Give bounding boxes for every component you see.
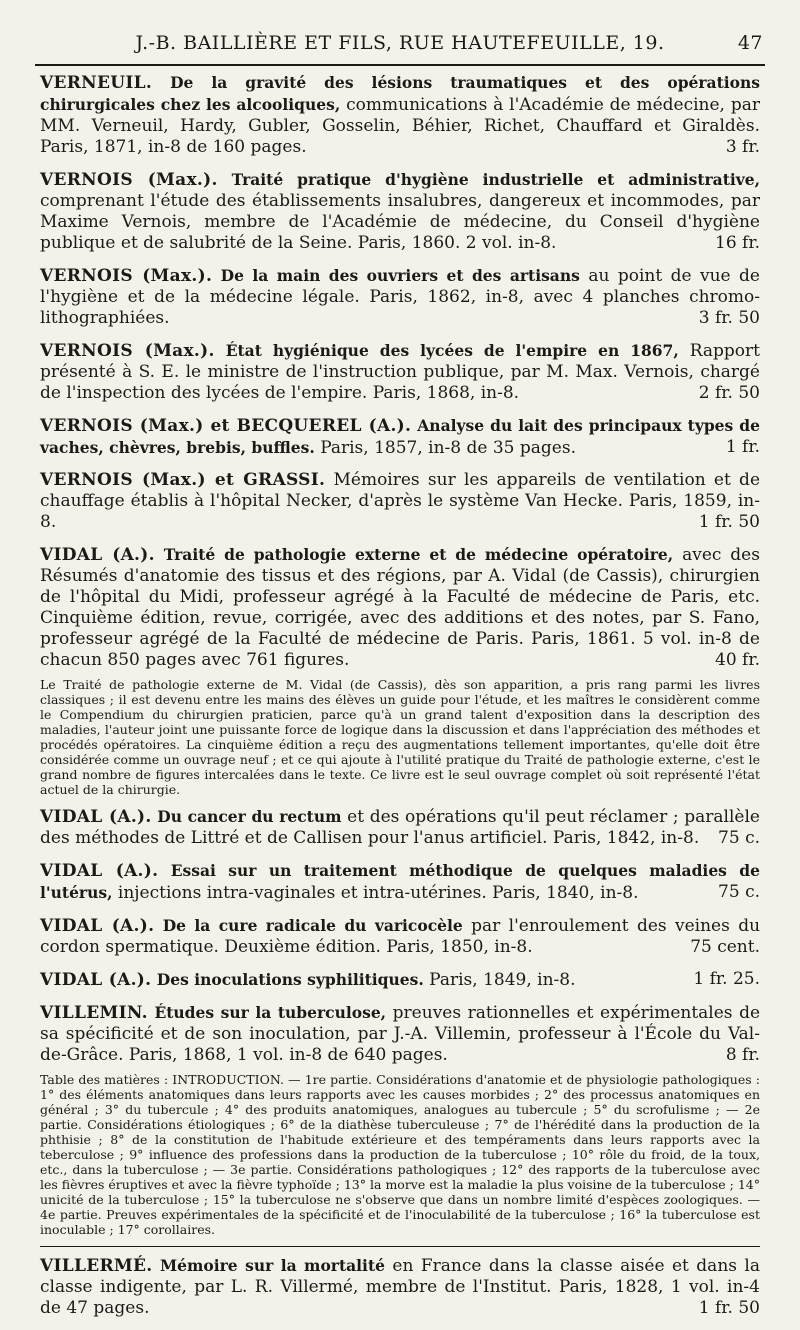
entry-text: Paris, 1849, in-8. [429, 970, 576, 990]
entry-title: Mémoire sur la mortalité [159, 1256, 385, 1275]
entry-text: Mémoires sur les appareils de ventilation et de chauffage établis à l'hôpital Necker, d'après le système Van Hecke. Paris, 1859, in-8. [40, 470, 761, 532]
catalog-entry [40, 340, 760, 404]
entry-author: VIDAL (A.). [40, 807, 152, 827]
entry-author: VERNOIS (Max.) et GRASSI. [40, 470, 326, 490]
entry-price: 40 fr. [715, 650, 760, 670]
page-number: 47 [737, 32, 763, 54]
entry-price: 2 fr. 50 [698, 383, 760, 403]
catalog-entry [40, 806, 760, 849]
entry-author: VERNOIS (Max.). [40, 170, 218, 190]
entry-author: VIDAL (A.). [40, 970, 152, 990]
catalog-entry [40, 169, 760, 254]
entry-price: 75 c. [718, 882, 760, 902]
entry-title: Traité pratique d'hygiène industrielle et administrative, [231, 170, 761, 189]
header-rule [35, 64, 765, 66]
entry-title: De la cure radicale du varicocèle [162, 916, 463, 935]
entry-price: 1 fr. [725, 437, 760, 457]
entry-author: VIDAL (A.). [40, 861, 159, 881]
catalog-entry [40, 1255, 760, 1319]
entry-price: 75 cent. [690, 937, 760, 957]
entry-author: VERNOIS (Max.) et BECQUEREL (A.). [40, 416, 412, 436]
vidal-review-note: Le Traité de pathologie externe de M. Vidal (de Cassis), dès son apparition, a pris rang parmi les livres classiques ; il est devenu entre les mains des élèves un guide pour l'étude, et les maîtres le considèrent comme le Compendium du chirurgien praticien, parce qu'à un grand talent d'exposition dans la description des maladies, l'auteur joint une puissante force de logique dans la discussion et dans l'appréciation des méthodes et procédés opératoires. La cinquième édition a reçu des augmentations tellement importantes, qu'elle doit être considérée comme un ouvrage neuf ; et ce qui ajoute à l'utilité pratique du Traité de pathologie externe, c'est le grand nombre de figures intercalées dans le texte. Ce livre est le seul ouvrage complet où soit représenté l'état actuel de la chirurgie. [40, 677, 760, 797]
entry-text: comprenant l'étude des établissements insalubres, dangereux et incommodes, par Maxime Vernois, membre de l'Académie de médecine, du Conseil d'hygiène publique et de salubrité de la Seine. Paris, 1860. 2 vol. in-8. [40, 191, 760, 253]
entry-title: De la gravité des lésions traumatiques et des opérations chirurgicales chez les alcooliques, [40, 73, 760, 114]
entry-text: Rapport présenté à S. E. le ministre de l'instruction publique, par M. Max. Vernois, chargé de l'inspection des lycées de l'empire. Paris, 1868, in-8. [40, 341, 760, 403]
entry-text: Paris, 1857, in-8 de 35 pages. [320, 438, 576, 458]
entry-price: 16 fr. [715, 233, 760, 253]
entry-title: Du cancer du rectum [157, 807, 342, 826]
entry-title: Essai sur un traitement méthodique de quelques maladies de l'utérus, [40, 861, 760, 902]
catalog-body [40, 72, 760, 1330]
entry-title: De la main des ouvriers et des artisans [220, 266, 580, 285]
catalog-entry [40, 860, 760, 904]
entry-text: au point de vue de l'hygiène et de la médecine légale. Paris, 1862, in-8, avec 4 planches chromo-lithographiées. [40, 266, 760, 328]
entry-author: VERNEUIL. [40, 73, 153, 93]
entry-title: Traité de pathologie externe et de médecine opératoire, [163, 545, 674, 564]
entry-price: 1 fr. 50 [698, 1298, 760, 1318]
entry-text: et des opérations qu'il peut réclamer ; parallèle des méthodes de Littré et de Callisen pour l'anus artificiel. Paris, 1842, in-8. [40, 807, 760, 848]
entry-text: avec des Résumés d'anatomie des tissus et des régions, par A. Vidal (de Cassis), chirurgien de l'hôpital du Midi, professeur agrégé à la Faculté de médecine de Paris, etc. Cinquième édition, revue, corrigée, avec des additions et des notes, par S. Fano, professeur agrégé de la Faculté de médecine de Paris. Paris, 1861. 5 vol. in-8 de chacun 850 pages avec 761 figures. [40, 545, 760, 670]
catalog-entry [40, 969, 760, 991]
entry-title: État hygiénique des lycées de l'empire en 1867, [225, 341, 679, 360]
entry-price: 8 fr. [725, 1045, 760, 1065]
entry-author: VILLERMÉ. [40, 1256, 153, 1276]
catalog-entry [40, 72, 760, 158]
entry-author: VERNOIS (Max.). [40, 266, 213, 286]
entry-author: VERNOIS (Max.). [40, 341, 215, 361]
entry-author: VIDAL (A.). [40, 916, 155, 936]
entry-price: 3 fr. 50 [698, 308, 760, 328]
catalog-entry [40, 470, 760, 533]
entry-author: VILLEMIN. [40, 1003, 148, 1023]
entry-price: 75 c. [718, 828, 760, 848]
catalog-entry [40, 415, 760, 459]
entry-price: 1 fr. 50 [698, 512, 760, 532]
catalog-entry [40, 1002, 760, 1066]
entry-price: 3 fr. [725, 137, 760, 157]
entry-text: par l'enroulement des veines du cordon spermatique. Deuxième édition. Paris, 1850, in-8. [40, 916, 761, 957]
catalog-entry [40, 544, 760, 671]
entry-price: 1 fr. 25. [693, 969, 760, 989]
entry-text: en France dans la classe aisée et dans la classe indigente, par L. R. Villermé, membre de l'Institut. Paris, 1828, 1 vol. in-4 de 47 pages. [40, 1256, 761, 1318]
section-rule [40, 1246, 760, 1247]
catalog-entry [40, 915, 760, 958]
running-head: J.-B. BAILLIÈRE ET FILS, RUE HAUTEFEUILLE, 19. [135, 32, 665, 54]
entry-text: communications à l'Académie de médecine, par MM. Verneuil, Hardy, Gubler, Gosselin, Béhier, Richet, Chauffard et Giraldès. Paris, 1871, in-8 de 160 pages. [40, 95, 760, 157]
page-header [35, 30, 765, 64]
villemin-contents-note: Table des matières : INTRODUCTION. — 1re partie. Considérations d'anatomie et de physiologie pathologiques : 1° des éléments anatomiques dans leurs rapports avec les causes morbides ; 2° des processus anatomiques en général ; 3° du tubercule ; 4° des produits anatomiques, analogues au tubercule ; 5° du scrofulisme ; — 2e partie. Considérations étiologiques ; 6° de la diathèse tuberculeuse ; 7° de l'hérédité dans la production de la phthisie ; 8° de la constitution de l'habitude extérieure et des tempéraments dans leurs rapports avec la teberculose ; 9° influence des professions dans la production de la tuberculose ; 10° rôle du froid, de la toux, etc., dans la tuberculose ; — 3e partie. Considérations pathologiques ; 12° des rapports de la tuberculose avec les fièvres éruptives et avec la fièvre typhoïde ; 13° la morve est la maladie la plus voisine de la tuberculose ; 14° unicité de la tuberculose ; 15° la tuberculose ne s'observe que dans un nombre limité d'espèces zoologiques. — 4e partie. Preuves expérimentales de la spécificité et de l'inoculabilité de la tuberculose ; 16° la tuberculose est inoculable ; 17° corollaires. [40, 1072, 760, 1237]
entry-title: Des inoculations syphilitiques. [156, 970, 424, 989]
entry-text: injections intra-vaginales et intra-utérines. Paris, 1840, in-8. [117, 883, 639, 903]
catalog-entry [40, 265, 760, 329]
entry-title: Analyse du lait des principaux types de vaches, chèvres, brebis, buffles. [40, 416, 760, 457]
entry-author: VIDAL (A.). [40, 545, 155, 565]
entry-title: Études sur la tuberculose, [154, 1003, 387, 1022]
entry-text: preuves rationnelles et expérimentales de sa spécificité et de son inoculation, par J.-A. Villemin, professeur à l'École du Val-de-Grâce. Paris, 1868, 1 vol. in-8 de 640 pages. [40, 1003, 761, 1065]
